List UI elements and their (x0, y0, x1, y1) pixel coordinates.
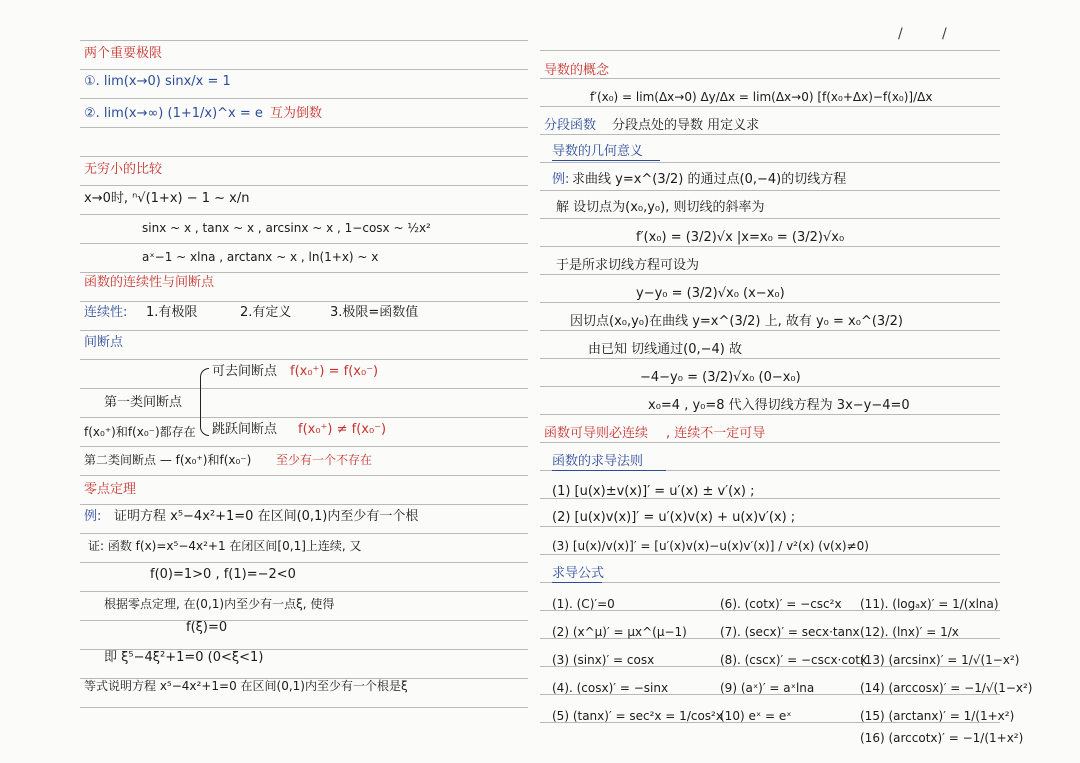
rule-line (540, 50, 1000, 51)
solution-line-7: −4−y₀ = (3/2)√x₀ (0−x₀) (640, 370, 801, 385)
rule-line (80, 272, 528, 273)
rule-line (540, 162, 1000, 163)
equiv-1: x→0时, ⁿ√(1+x) − 1 ~ x/n (84, 191, 250, 206)
formula-8: (8). (cscx)′ = −cscx·cotx (720, 653, 868, 667)
rule-1: (1) [u(x)±v(x)]′ = u′(x) ± v′(x) ; (552, 484, 755, 499)
proof-line-2: f(0)=1>0 , f(1)=−2<0 (150, 567, 296, 582)
rule-line (80, 446, 528, 447)
page-mark: / (898, 26, 903, 42)
rule-line (540, 106, 1000, 107)
rule-line (80, 591, 528, 592)
example2-text: 求曲线 y=x^(3/2) 的通过点(0,−4)的切线方程 (572, 172, 847, 187)
proof-conclusion: 等式说明方程 x⁵−4x²+1=0 在区间(0,1)内至少有一个根是ξ (84, 679, 408, 693)
second-kind-label: 第二类间断点 — f(x₀⁺)和f(x₀⁻) (84, 453, 252, 467)
rule-line (80, 185, 528, 186)
formula-3: (3) (sinx)′ = cosx (552, 653, 655, 667)
rule-line (540, 134, 1000, 135)
first-kind-label: 第一类间断点 (104, 395, 183, 410)
example2-label: 例: (552, 172, 570, 187)
equiv-2: sinx ~ x , tanx ~ x , arcsinx ~ x , 1−cosx ~ ½x² (142, 221, 431, 235)
rule-line (540, 414, 1000, 415)
removable-cond: f(x₀⁺) = f(x₀⁻) (290, 364, 379, 379)
formula-16: (16) (arccotx)′ = −1/(1+x²) (860, 731, 1024, 745)
differentiable-note: , 连续不一定可导 (666, 426, 766, 441)
rule-line (540, 442, 1000, 443)
rule-line (540, 190, 1000, 191)
rule-line (80, 98, 528, 99)
rule-line (80, 417, 528, 418)
second-kind-cond: 至少有一个不存在 (276, 453, 373, 467)
rule-line (80, 156, 528, 157)
rule-line (540, 554, 1000, 555)
rule-line (80, 504, 528, 505)
rule-line (540, 218, 1000, 219)
rule-line (540, 358, 1000, 359)
heading-rules: 函数的求导法则 (552, 454, 644, 469)
heading-differentiable: 函数可导则必连续 (544, 426, 649, 441)
rule-line (80, 40, 528, 41)
formula-11: (11). (logₐx)′ = 1/(xlna) (860, 597, 999, 611)
underline-mark (552, 160, 660, 161)
solution-line-2: f′(x₀) = (3/2)√x |x=x₀ = (3/2)√x₀ (636, 230, 845, 245)
solution-line-4: y−y₀ = (3/2)√x₀ (x−x₀) (636, 286, 785, 301)
formula-14: (14) (arccosx)′ = −1/√(1−x²) (860, 681, 1033, 695)
continuity-cond-3: 3.极限=函数值 (330, 305, 419, 320)
formula-5: (5) (tanx)′ = sec²x = 1/cos²x (552, 709, 723, 723)
rule-line (540, 246, 1000, 247)
formula-10: (10) eˣ = eˣ (720, 709, 792, 723)
rule-line (540, 526, 1000, 527)
formula-6: (6). (cotx)′ = −csc²x (720, 597, 842, 611)
rule-line (540, 302, 1000, 303)
removable-label: 可去间断点 (212, 364, 278, 379)
formula-2: (2) (x^μ)′ = μx^(μ−1) (552, 625, 687, 639)
rule-line (80, 533, 528, 534)
jump-label: 跳跃间断点 (212, 422, 278, 437)
proof-line-1: 证: 函数 f(x)=x⁵−4x²+1 在闭区间[0,1]上连续, 又 (88, 539, 362, 553)
rule-line (80, 214, 528, 215)
rule-line (80, 475, 528, 476)
rule-2: (2) [u(x)v(x)]′ = u′(x)v(x) + u(x)v′(x) ; (552, 510, 796, 525)
heading-derivative: 导数的概念 (544, 63, 610, 78)
example-label: 例: (84, 509, 102, 524)
rule-line (80, 562, 528, 563)
solution-line-3: 于是所求切线方程可设为 (556, 258, 700, 273)
continuity-cond-1: 1.有极限 (146, 305, 198, 320)
rule-line (540, 274, 1000, 275)
formula-9: (9) (aˣ)′ = aˣlna (720, 681, 815, 695)
formula-15: (15) (arctanx)′ = 1/(1+x²) (860, 709, 1015, 723)
rule-line (80, 301, 528, 302)
limit-2-note: 互为倒数 (270, 106, 323, 121)
rule-line (80, 388, 528, 389)
formula-4: (4). (cosx)′ = −sinx (552, 681, 669, 695)
first-kind-cond: f(x₀⁺)和f(x₀⁻)都存在 (84, 425, 196, 439)
solution-line-8: x₀=4 , y₀=8 代入得切线方程为 3x−y−4=0 (648, 398, 910, 413)
continuity-cond-2: 2.有定义 (240, 305, 292, 320)
heading-zero-theorem: 零点定理 (84, 482, 137, 497)
rule-line (80, 620, 528, 621)
example-text: 证明方程 x⁵−4x²+1=0 在区间(0,1)内至少有一个根 (114, 509, 419, 524)
formula-7: (7). (secx)′ = secx·tanx (720, 625, 860, 639)
rule-line (80, 707, 528, 708)
jump-cond: f(x₀⁺) ≠ f(x₀⁻) (298, 422, 387, 437)
underline-mark (552, 582, 602, 583)
equiv-3: aˣ−1 ~ xlna , arctanx ~ x , ln(1+x) ~ x (142, 250, 379, 264)
formula-12: (12). (lnx)′ = 1/x (860, 625, 959, 639)
heading-two-limits: 两个重要极限 (84, 46, 163, 61)
heading-geometric: 导数的几何意义 (552, 144, 644, 159)
proof-line-4: f(ξ)=0 (186, 620, 228, 635)
rule-line (540, 330, 1000, 331)
underline-mark (552, 470, 666, 471)
formula-1: (1). (C)′=0 (552, 597, 615, 611)
piecewise-label: 分段函数 (544, 118, 597, 133)
continuity-label: 连续性: (84, 305, 128, 320)
derivative-definition: f′(x₀) = lim(Δx→0) Δy/Δx = lim(Δx→0) [f(x₀+Δx)−f(x₀)]/Δx (590, 90, 933, 104)
rule-line (540, 386, 1000, 387)
rule-line (80, 330, 528, 331)
limit-2: ②. lim(x→∞) (1+1/x)^x = e (84, 106, 263, 121)
page-mark: / (942, 26, 947, 42)
limit-1: ①. lim(x→0) sinx/x = 1 (84, 74, 231, 89)
rule-line (80, 127, 528, 128)
solution-line-5: 因切点(x₀,y₀)在曲线 y=x^(3/2) 上, 故有 y₀ = x₀^(3/2) (570, 314, 903, 329)
brace-mark (200, 368, 209, 436)
heading-continuity: 函数的连续性与间断点 (84, 275, 215, 290)
rule-line (540, 582, 1000, 583)
discontinuity-label: 间断点 (84, 335, 124, 350)
solution-line-6: 由已知 切线通过(0,−4) 故 (588, 342, 742, 357)
proof-line-5: 即 ξ⁵−4ξ²+1=0 (0<ξ<1) (104, 650, 264, 665)
piecewise-text: 分段点处的导数 用定义求 (612, 118, 760, 133)
rule-line (80, 359, 528, 360)
rule-line (80, 243, 528, 244)
solution-line-1: 解 设切点为(x₀,y₀), 则切线的斜率为 (556, 200, 765, 215)
proof-line-3: 根据零点定理, 在(0,1)内至少有一点ξ, 使得 (104, 597, 335, 611)
rule-line (80, 69, 528, 70)
heading-formulas: 求导公式 (552, 566, 605, 581)
heading-infinitesimal: 无穷小的比较 (84, 162, 163, 177)
formula-13: (13) (arcsinx)′ = 1/√(1−x²) (860, 653, 1020, 667)
rule-3: (3) [u(x)/v(x)]′ = [u′(x)v(x)−u(x)v′(x)] / v²(x) (v(x)≠0) (552, 539, 869, 553)
